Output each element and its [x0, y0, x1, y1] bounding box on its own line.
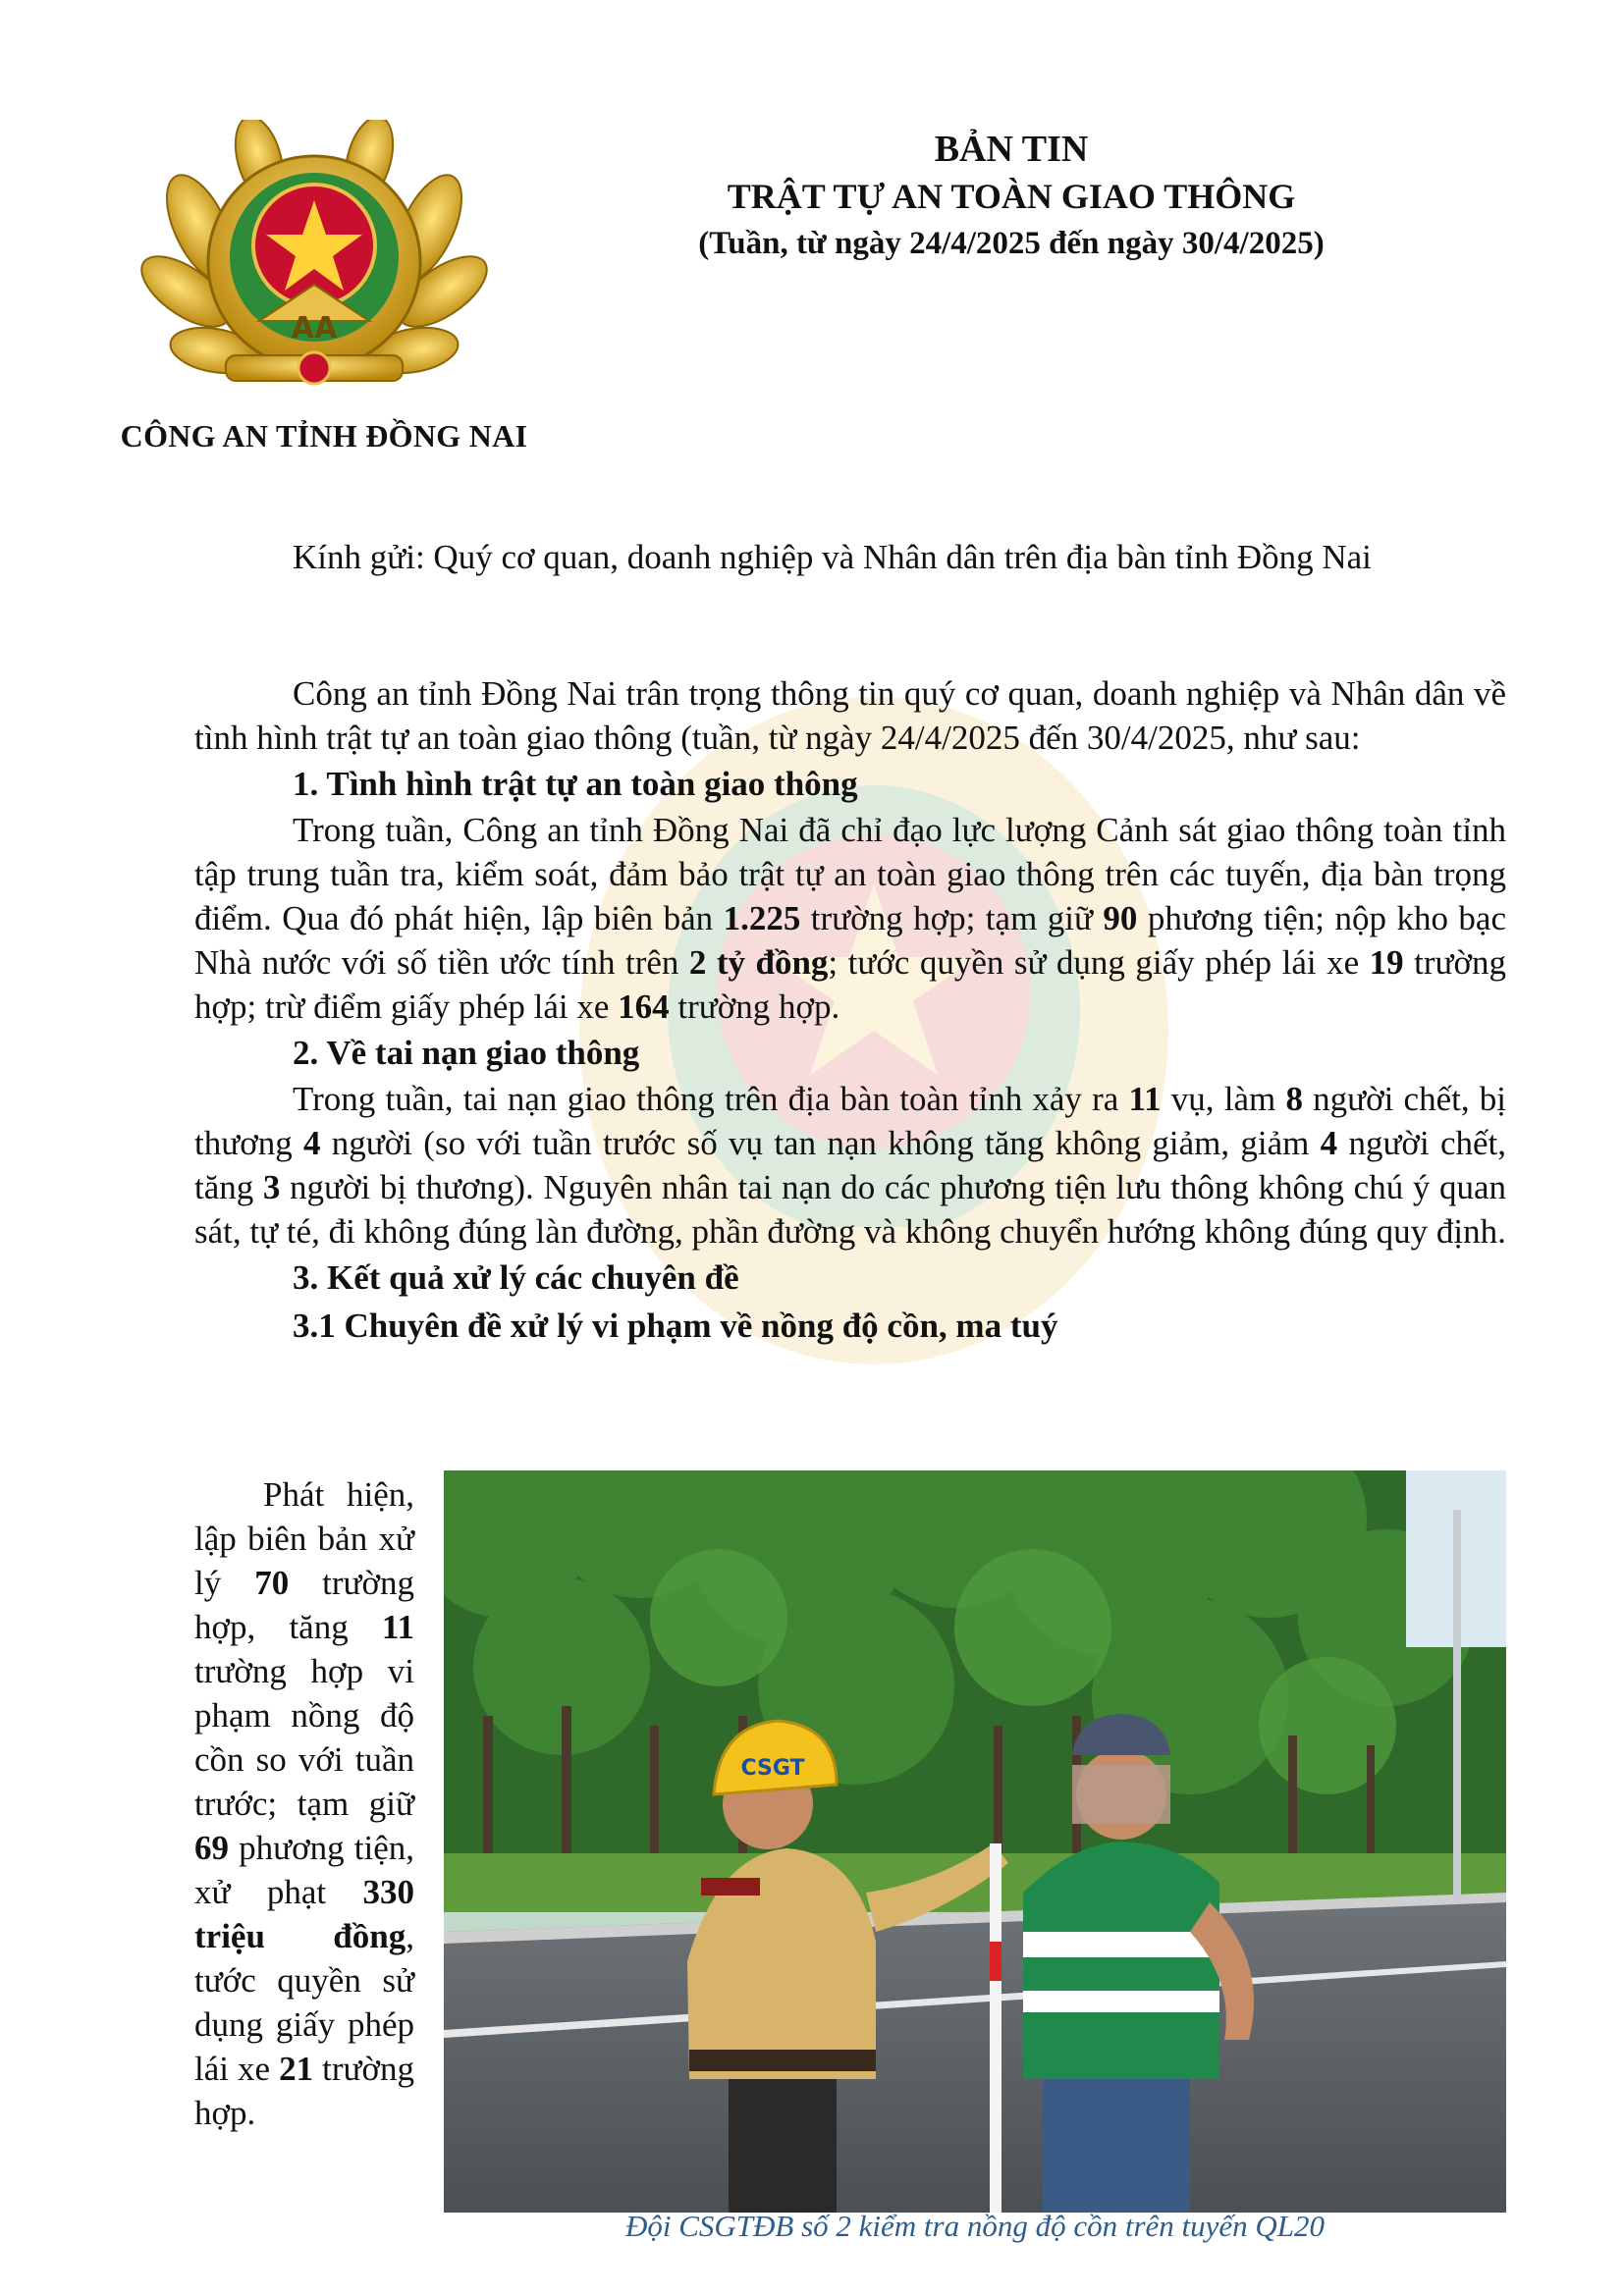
title-line-1: BẢN TIN [934, 129, 1089, 170]
section-1-paragraph: Trong tuần, Công an tỉnh Đồng Nai đã chỉ đạo lực lượng Cảnh sát giao thông toàn tỉnh tập trung tuần tra, kiểm soát, đảm bảo trật tự an toàn giao thông trên các tuyến, địa bàn trọng điểm. Qua đó phát hiện, lập biên bản 1.225 trường hợp; tạm giữ 90 phương tiện; nộp kho bạc Nhà nước với số tiền ước tính trên 2 tỷ đồng; tước quyền sử dụng giấy phép lái xe 19 trường hợp; trừ điểm giấy phép lái xe 164 trường hợp. [194, 811, 1506, 1026]
title-date-range: (Tuần, từ ngày 24/4/2025 đến ngày 30/4/2025) [698, 226, 1325, 261]
section-3-1-heading: 3.1 Chuyên đề xử lý vi phạm về nồng độ cồn, ma tuý [293, 1307, 1058, 1345]
bulletin-title [589, 126, 1434, 267]
section-3-1-paragraph: Phát hiện, lập biên bản xử lý 70 trường hợp, tăng 11 trường hợp vi phạm nồng độ cồn so với tuần trước; tạm giữ 69 phương tiện, xử phạt 330 triệu đồng, tước quyền sử dụng giấy phép lái xe 21 trường hợp. [194, 1475, 414, 2132]
helmet-label: CSGT [740, 1756, 805, 1781]
police-emblem-logo [132, 120, 497, 414]
agency-name: CÔNG AN TỈNH ĐỒNG NAI [120, 418, 528, 454]
svg-text:AA: AA [291, 311, 338, 346]
section-2-paragraph: Trong tuần, tai nạn giao thông trên địa bàn toàn tỉnh xảy ra 11 vụ, làm 8 người chết, bị thương 4 người (so với tuần trước số vụ tan nạn không tăng không giảm, giảm 4 người chết, tăng 3 người bị thương). Nguyên nhân tai nạn do các phương tiện lưu thông không chú ý quan sát, tự té, đi không đúng làn đường, phần đường và không chuyển hướng không đúng quy định. [194, 1080, 1507, 1251]
section-1-heading: 1. Tình hình trật tự an toàn giao thông [293, 765, 858, 803]
salutation: Kính gửi: Quý cơ quan, doanh nghiệp và Nhân dân trên địa bàn tỉnh Đồng Nai [293, 538, 1372, 576]
bulletin-body [194, 671, 1506, 1350]
section-3-heading: 3. Kết quả xử lý các chuyên đề [293, 1258, 739, 1297]
alcohol-check-photo [444, 1470, 1506, 2213]
intro-paragraph: Công an tỉnh Đồng Nai trân trọng thông tin quý cơ quan, doanh nghiệp và Nhân dân về tình hình trật tự an toàn giao thông (tuần, từ ngày 24/4/2025 đến 30/4/2025, như sau: [194, 674, 1506, 757]
title-line-2: TRẬT TỰ AN TOÀN GIAO THÔNG [727, 177, 1296, 216]
section-2-heading: 2. Về tai nạn giao thông [293, 1034, 640, 1072]
photo-caption: Đội CSGTĐB số 2 kiểm tra nồng độ cồn trên tuyến QL20 [624, 2209, 1326, 2243]
